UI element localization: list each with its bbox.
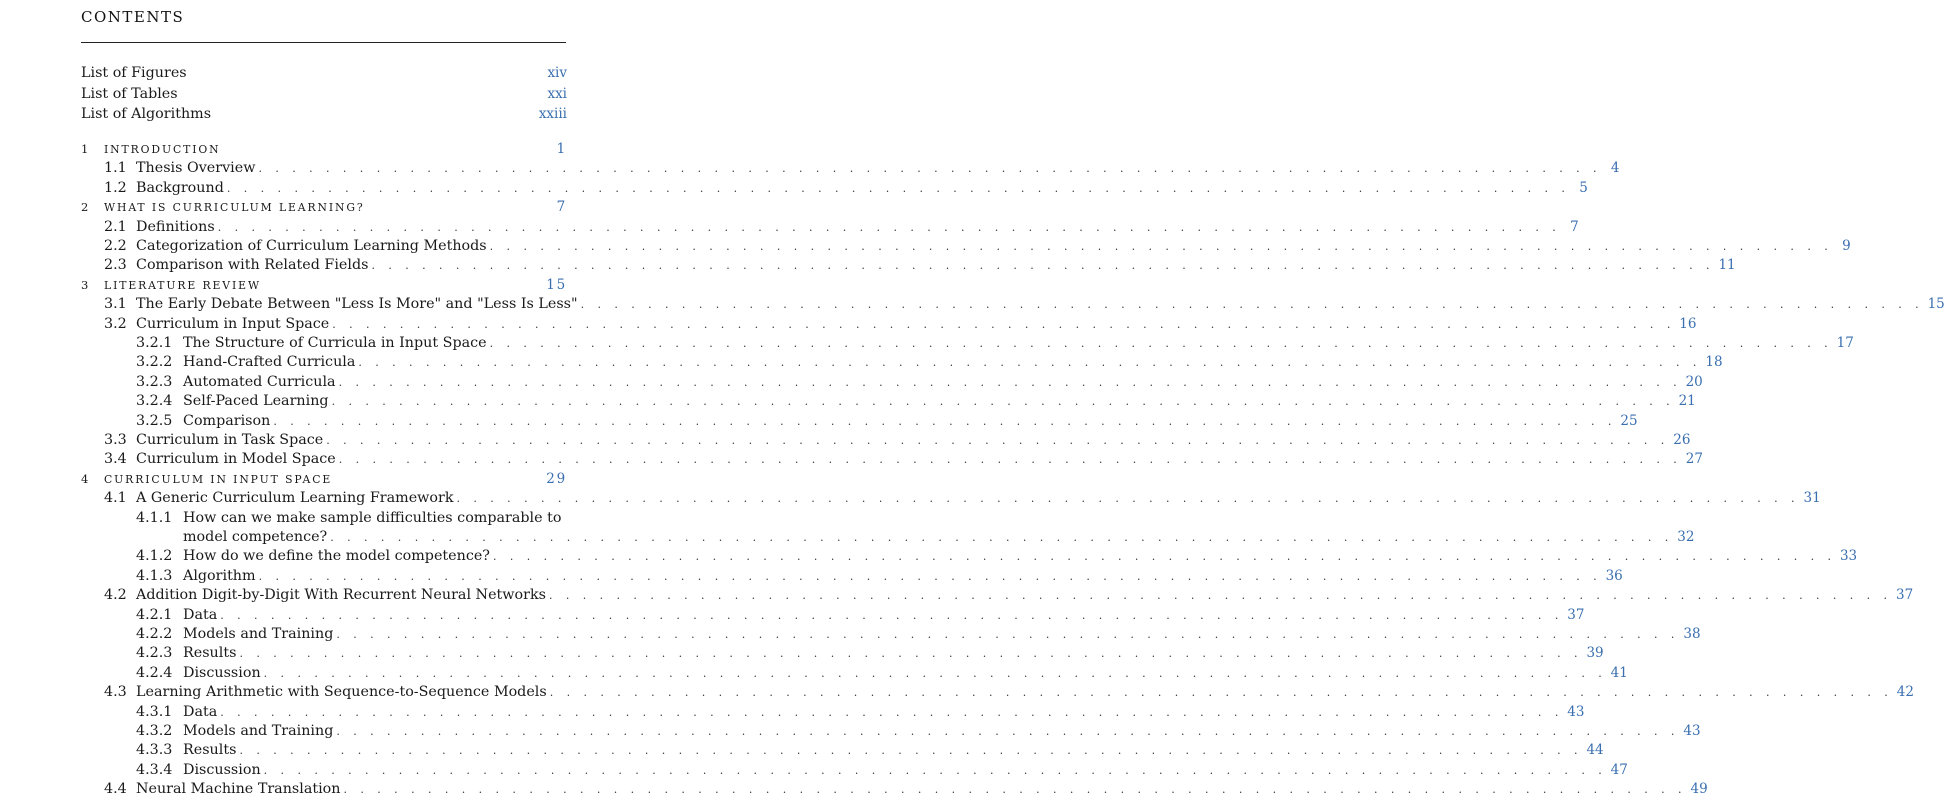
dot-leader: . . . . . . . . . . . . . . . . . . . . . . . . . . . . . . . . . . . . . . . . . . . . . . . . . . . . . . . . . . . . . . . . . . . . . . . . . . . . . . . . xyxy=(258,162,1602,176)
entry-title: Neural Machine Translation xyxy=(136,781,341,798)
dot-leader: . . . . . . . . . . . . . . . . . . . . . . . . . . . . . . . . . . . . . . . . . . . . . . . . . . . . . . . . . . . . . . . . . . . . . . . . . . . . . . . . xyxy=(226,181,1570,195)
entry-title: The Structure of Curricula in Input Space xyxy=(183,335,487,351)
page-number-link[interactable]: 47 xyxy=(1610,761,1628,778)
entry-number: 4.1.3 xyxy=(136,567,173,584)
subsection-entry[interactable] xyxy=(136,412,1638,431)
section-entry[interactable] xyxy=(104,431,1691,450)
subsection-entry[interactable] xyxy=(136,567,1623,586)
page-number-link[interactable]: 33 xyxy=(1839,548,1858,565)
section-entry[interactable] xyxy=(104,237,1851,256)
entry-title: Results xyxy=(183,645,237,662)
dot-leader: . . . . . . . . . . . . . . . . . . . . . . . . . . . . . . . . . . . . . . . . . . . . . . . . . . . . . . . . . . . . . . . . . . . . . . . . . . . . . . . . xyxy=(343,783,1687,797)
entry-title: The Early Debate Between "Less Is More" and "Less Is Less" xyxy=(136,296,578,313)
page-number-link[interactable]: 44 xyxy=(1586,742,1604,759)
entry-title: Curriculum in Task Space xyxy=(136,432,324,448)
entry-title: Data xyxy=(183,606,218,623)
entry-number: 4.1.1 xyxy=(136,509,173,526)
entry-number: 3.2.3 xyxy=(136,373,173,390)
page-number-link[interactable]: xiv xyxy=(547,65,567,81)
entry-number: 4.3 xyxy=(104,684,127,701)
page-number-link[interactable]: 43 xyxy=(1683,723,1701,739)
subsection-entry[interactable] xyxy=(136,353,1723,372)
front-matter-entry[interactable] xyxy=(81,64,567,83)
dot-leader: . . . . . . . . . . . . . . . . . . . . . . . . . . . . . . . . . . . . . . . . . . . . . . . . . . . . . . . . . . . . . . . . . . . . . . . . . . . . . . . . xyxy=(263,763,1607,777)
section-entry[interactable] xyxy=(104,489,1821,508)
page-number-link[interactable]: 15 xyxy=(546,276,567,293)
entry-number: 4.4 xyxy=(104,781,127,798)
dot-leader: . . . . . . . . . . . . . . . . . . . . . . . . . . . . . . . . . . . . . . . . . . . . . . . . . . . . . . . . . . . . . . . . . . . . . . . . . . . . . . . . xyxy=(336,725,1680,738)
entry-number: 2.3 xyxy=(104,257,127,274)
dot-leader: . . . . . . . . . . . . . . . . . . . . . . . . . . . . . . . . . . . . . . . . . . . . . . . . . . . . . . . . . . . . . . . . . . . . . . . . . . . . . . . . xyxy=(258,569,1602,583)
entry-number: 4.2.1 xyxy=(136,606,173,623)
dot-leader: . . . . . . . . . . . . . . . . . . . . . . . . . . . . . . . . . . . . . . . . . . . . . . . . . . . . . . . . . . . . . . . . . . . . . . . . . . . . . . . . xyxy=(580,298,1924,312)
dot-leader: . . . . . . . . . . . . . . . . . . . . . . . . . . . . . . . . . . . . . . . . . . . . . . . . . . . . . . . . . . . . . . . . . . . . . . . . . . . . . . . . xyxy=(220,608,1564,622)
dot-leader: . . . . . . . . . . . . . . . . . . . . . . . . . . . . . . . . . . . . . . . . . . . . . . . . . . . . . . . . . . . . . . . . . . . . . . . . . . . . . . . . xyxy=(331,395,1675,409)
dot-leader: . . . . . . . . . . . . . . . . . . . . . . . . . . . . . . . . . . . . . . . . . . . . . . . . . . . . . . . . . . . . . . . . . . . . . . . . . . . . . . . . xyxy=(358,356,1702,370)
page-number-link[interactable]: 37 xyxy=(1567,606,1585,623)
section-entry[interactable] xyxy=(104,450,1703,469)
page-number-link[interactable]: 38 xyxy=(1683,626,1701,642)
entry-title: INTRODUCTION xyxy=(104,143,221,156)
chapter-entry[interactable] xyxy=(81,276,567,295)
page-number-link[interactable]: 36 xyxy=(1605,567,1623,584)
page-number-link[interactable]: 26 xyxy=(1673,432,1691,448)
section-entry[interactable] xyxy=(104,315,1697,334)
page-number-link[interactable]: 31 xyxy=(1803,490,1821,507)
page-number-link[interactable]: 49 xyxy=(1690,781,1708,798)
entry-number: 1 xyxy=(81,142,91,156)
dot-leader: . . . . . . . . . . . . . . . . . . . . . . . . . . . . . . . . . . . . . . . . . . . . . . . . . . . . . . . . . . . . . . . . . . . . . . . . . . . . . . . . xyxy=(548,589,1892,603)
page-number-link[interactable]: 43 xyxy=(1567,703,1585,720)
page-number-link[interactable]: 25 xyxy=(1620,412,1638,429)
entry-number: 4.2.3 xyxy=(136,645,173,662)
dot-leader: . . . . . . . . . . . . . . . . . . . . . . . . . . . . . . . . . . . . . . . . . . . . . . . . . . . . . . . . . . . . . . . . . . . . . . . . . . . . . . . . xyxy=(338,453,1682,467)
entry-title: Discussion xyxy=(183,664,261,681)
entry-number: 3.2.1 xyxy=(136,335,173,351)
subsection-entry[interactable] xyxy=(136,334,1854,353)
page-number-link[interactable]: 11 xyxy=(1718,257,1736,274)
subsection-entry[interactable] xyxy=(136,664,1628,683)
page-number-link[interactable]: xxiii xyxy=(538,106,567,122)
section-entry[interactable] xyxy=(104,159,1620,178)
entry-number: 2 xyxy=(81,200,91,215)
page-number-link[interactable]: 39 xyxy=(1586,645,1604,662)
entry-number: 4.3.4 xyxy=(136,761,173,778)
chapter-entry[interactable] xyxy=(81,140,567,159)
dot-leader: . . . . . . . . . . . . . . . . . . . . . . . . . . . . . . . . . . . . . . . . . . . . . . . . . . . . . . . . . . . . . . . . . . . . . . . . . . . . . . . . xyxy=(549,686,1893,700)
section-entry[interactable] xyxy=(104,780,1708,799)
entry-number: 3.2.5 xyxy=(136,412,173,429)
page-number-link[interactable]: 21 xyxy=(1678,393,1696,410)
page-number-link[interactable]: xxi xyxy=(547,86,567,102)
subsection-entry[interactable] xyxy=(136,703,1585,722)
subsection-entry[interactable] xyxy=(136,547,1858,566)
subsection-entry[interactable] xyxy=(136,761,1628,780)
subsection-entry[interactable] xyxy=(136,373,1703,392)
entry-title: Algorithm xyxy=(183,567,256,584)
entry-title: Models and Training xyxy=(183,626,334,642)
entry-title: Categorization of Curriculum Learning Methods xyxy=(136,238,487,254)
chapter-entry[interactable] xyxy=(81,470,567,489)
subsection-entry[interactable] xyxy=(136,606,1585,625)
entry-title: Models and Training xyxy=(183,723,334,739)
page-number-link[interactable]: 17 xyxy=(1836,335,1854,351)
entry-title: Self-Paced Learning xyxy=(183,393,329,410)
entry-title: A Generic Curriculum Learning Framework xyxy=(136,490,454,507)
page-number-link[interactable]: 29 xyxy=(546,470,567,487)
entry-title: Results xyxy=(183,742,237,759)
entry-number: 3.1 xyxy=(104,296,127,313)
entry-title: Background xyxy=(136,179,224,196)
dot-leader: . . . . . . . . . . . . . . . . . . . . . . . . . . . . . . . . . . . . . . . . . . . . . . . . . . . . . . . . . . . . . . . . . . . . . . . . . . . . . . . . xyxy=(326,434,1670,447)
dot-leader: . . . . . . . . . . . . . . . . . . . . . . . . . . . . . . . . . . . . . . . . . . . . . . . . . . . . . . . . . . . . . . . . . . . . . . . . . . . . . . . . xyxy=(456,492,1800,506)
entry-number: 4.3.1 xyxy=(136,703,173,720)
entry-title: WHAT IS CURRICULUM LEARNING? xyxy=(104,201,365,215)
entry-title: List of Figures xyxy=(81,65,187,81)
page-number-link[interactable]: 15 xyxy=(1927,296,1945,313)
entry-title: Thesis Overview xyxy=(136,160,256,177)
heading-rule xyxy=(81,42,566,43)
entry-title: Automated Curricula xyxy=(183,373,336,390)
entry-title: Comparison xyxy=(183,412,271,429)
dot-leader: . . . . . . . . . . . . . . . . . . . . . . . . . . . . . . . . . . . . . . . . . . . . . . . . . . . . . . . . . . . . . . . . . . . . . . . . . . . . . . . . xyxy=(239,647,1583,661)
dot-leader: . . . . . . . . . . . . . . . . . . . . . . . . . . . . . . . . . . . . . . . . . . . . . . . . . . . . . . . . . . . . . . . . . . . . . . . . . . . . . . . . xyxy=(336,628,1680,641)
entry-title: Discussion xyxy=(183,761,261,778)
section-entry[interactable] xyxy=(104,683,1914,702)
dot-leader: . . . . . . . . . . . . . . . . . . . . . . . . . . . . . . . . . . . . . . . . . . . . . . . . . . . . . . . . . . . . . . . . . . . . . . . . . . . . . . . . xyxy=(489,240,1833,253)
section-entry[interactable] xyxy=(104,256,1736,275)
dot-leader: . . . . . . . . . . . . . . . . . . . . . . . . . . . . . . . . . . . . . . . . . . . . . . . . . . . . . . . . . . . . . . . . . . . . . . . . . . . . . . . . xyxy=(338,375,1682,389)
entry-title: How can we make sample difficulties comparable to xyxy=(183,509,562,526)
dot-leader: . . . . . . . . . . . . . . . . . . . . . . . . . . . . . . . . . . . . . . . . . . . . . . . . . . . . . . . . . . . . . . . . . . . . . . . . . . . . . . . . xyxy=(332,317,1676,331)
subsection-entry[interactable] xyxy=(136,392,1696,411)
entry-title: model competence? xyxy=(183,529,328,545)
subsection-entry[interactable] xyxy=(136,509,567,528)
page-number-link[interactable]: 42 xyxy=(1896,684,1914,701)
dot-leader: . . . . . . . . . . . . . . . . . . . . . . . . . . . . . . . . . . . . . . . . . . . . . . . . . . . . . . . . . . . . . . . . . . . . . . . . . . . . . . . . xyxy=(489,337,1833,350)
page-number-link[interactable]: 7 xyxy=(1570,218,1579,235)
dot-leader: . . . . . . . . . . . . . . . . . . . . . . . . . . . . . . . . . . . . . . . . . . . . . . . . . . . . . . . . . . . . . . . . . . . . . . . . . . . . . . . . xyxy=(217,220,1561,234)
chapter-entry[interactable] xyxy=(81,198,567,217)
entry-title: Addition Digit-by-Digit With Recurrent Neural Networks xyxy=(136,587,546,604)
entry-title: Curriculum in Input Space xyxy=(136,315,330,332)
subsection-entry-continued[interactable] xyxy=(183,528,1695,547)
page-number-link[interactable]: 20 xyxy=(1685,373,1703,390)
entry-number: 3.2.4 xyxy=(136,393,173,410)
entry-title: Hand-Crafted Curricula xyxy=(183,354,356,371)
entry-number: 4.1.2 xyxy=(136,548,173,565)
entry-number: 4 xyxy=(81,471,91,486)
entry-number: 2.2 xyxy=(104,238,127,254)
page-number-link[interactable]: 16 xyxy=(1679,315,1697,332)
subsection-entry[interactable] xyxy=(136,644,1604,663)
dot-leader: . . . . . . . . . . . . . . . . . . . . . . . . . . . . . . . . . . . . . . . . . . . . . . . . . . . . . . . . . . . . . . . . . . . . . . . . . . . . . . . . xyxy=(330,531,1674,544)
entry-title: LITERATURE REVIEW xyxy=(104,278,261,292)
entry-title: Definitions xyxy=(136,218,215,235)
dot-leader: . . . . . . . . . . . . . . . . . . . . . . . . . . . . . . . . . . . . . . . . . . . . . . . . . . . . . . . . . . . . . . . . . . . . . . . . . . . . . . . . xyxy=(371,259,1715,273)
entry-title: Learning Arithmetic with Sequence-to-Sequence Models xyxy=(136,684,547,701)
dot-leader: . . . . . . . . . . . . . . . . . . . . . . . . . . . . . . . . . . . . . . . . . . . . . . . . . . . . . . . . . . . . . . . . . . . . . . . . . . . . . . . . xyxy=(492,550,1836,564)
entry-number: 1.2 xyxy=(104,179,127,196)
entry-number: 3.4 xyxy=(104,451,127,468)
entry-title: Comparison with Related Fields xyxy=(136,257,369,274)
entry-number: 3 xyxy=(81,277,91,292)
page-number-link[interactable]: 4 xyxy=(1610,160,1620,177)
entry-title: List of Algorithms xyxy=(81,106,212,122)
page-number-link[interactable]: 18 xyxy=(1705,354,1723,371)
subsection-entry[interactable] xyxy=(136,722,1701,741)
subsection-entry[interactable] xyxy=(136,625,1701,644)
page-number-link[interactable]: 5 xyxy=(1579,179,1588,196)
dot-leader: . . . . . . . . . . . . . . . . . . . . . . . . . . . . . . . . . . . . . . . . . . . . . . . . . . . . . . . . . . . . . . . . . . . . . . . . . . . . . . . . xyxy=(273,414,1617,428)
page-number-link[interactable]: 37 xyxy=(1895,587,1914,604)
page-number-link[interactable]: 41 xyxy=(1610,664,1628,681)
section-entry[interactable] xyxy=(104,218,1579,237)
entry-title: CURRICULUM IN INPUT SPACE xyxy=(104,472,333,486)
dot-leader: . . . . . . . . . . . . . . . . . . . . . . . . . . . . . . . . . . . . . . . . . . . . . . . . . . . . . . . . . . . . . . . . . . . . . . . . . . . . . . . . xyxy=(220,705,1564,719)
page-number-link[interactable]: 9 xyxy=(1842,238,1851,254)
dot-leader: . . . . . . . . . . . . . . . . . . . . . . . . . . . . . . . . . . . . . . . . . . . . . . . . . . . . . . . . . . . . . . . . . . . . . . . . . . . . . . . . xyxy=(263,666,1607,680)
page-number-link[interactable]: 32 xyxy=(1677,529,1695,545)
entry-number: 3.2.2 xyxy=(136,354,173,371)
entry-number: 2.1 xyxy=(104,218,127,235)
entry-number: 4.2.2 xyxy=(136,626,173,642)
entry-number: 3.3 xyxy=(104,432,127,448)
entry-number: 4.2.4 xyxy=(136,664,173,681)
front-matter-entry[interactable] xyxy=(81,85,567,104)
entry-number: 3.2 xyxy=(104,315,127,332)
entry-title: Curriculum in Model Space xyxy=(136,451,336,468)
section-entry[interactable] xyxy=(104,586,1914,605)
section-entry[interactable] xyxy=(104,179,1588,198)
page-title: CONTENTS xyxy=(81,8,185,26)
page-number-link[interactable]: 7 xyxy=(556,199,567,216)
entry-number: 4.3.2 xyxy=(136,723,173,739)
dot-leader: . . . . . . . . . . . . . . . . . . . . . . . . . . . . . . . . . . . . . . . . . . . . . . . . . . . . . . . . . . . . . . . . . . . . . . . . . . . . . . . . xyxy=(239,744,1583,758)
entry-number: 4.1 xyxy=(104,490,127,507)
entry-title: Data xyxy=(183,703,218,720)
section-entry[interactable] xyxy=(104,295,1945,314)
page-number-link[interactable]: 27 xyxy=(1685,451,1703,468)
entry-title: How do we define the model competence? xyxy=(183,548,490,565)
entry-number: 1.1 xyxy=(104,160,127,177)
subsection-entry[interactable] xyxy=(136,741,1604,760)
page-number-link[interactable]: 1 xyxy=(556,141,567,157)
entry-number: 4.3.3 xyxy=(136,742,173,759)
entry-title: List of Tables xyxy=(81,86,178,102)
front-matter-entry[interactable] xyxy=(81,105,567,124)
entry-number: 4.2 xyxy=(104,587,127,604)
